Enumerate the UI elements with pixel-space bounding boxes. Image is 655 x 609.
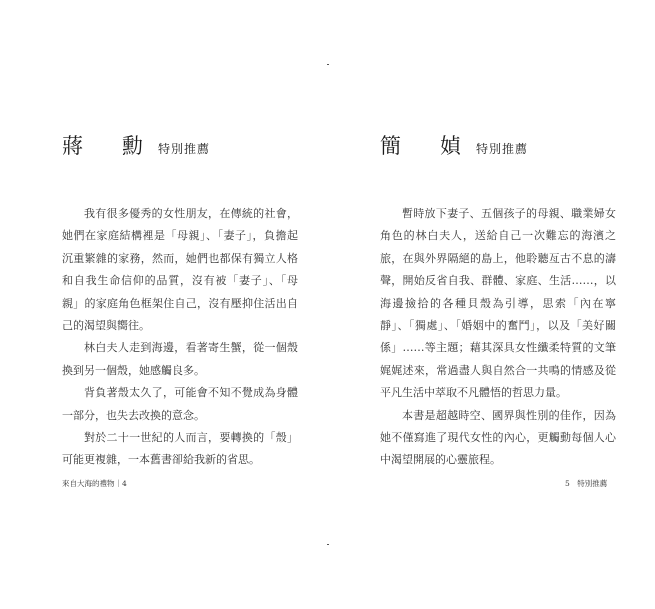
paragraph: 對於二十一世紀的人而言，要轉換的「殼」可能更複雜，一本舊書卻給我新的省思。 — [62, 431, 298, 467]
author-name: 簡 媜 — [380, 134, 470, 158]
author-name: 蔣 勳 — [62, 134, 152, 158]
left-body-text — [62, 203, 298, 472]
paragraph: 林白夫人走到海邊，看著寄生蟹，從一個殼換到另一個殼，她感觸良多。 — [62, 341, 298, 377]
right-heading — [380, 130, 528, 160]
left-footer: 來自大海的禮物｜4 — [62, 479, 127, 488]
right-body-text — [380, 203, 616, 472]
paragraph: 本書是超越時空、國界與性別的佳作，因為她不僅寫進了現代女性的內心，更觸動每個人心中渴望開展的心靈旅程。 — [380, 408, 616, 467]
paragraph: 暫時放下妻子、五個孩子的母親、職業婦女角色的林白夫人，送給自己一次難忘的海濱之旅，在與外界隔絕的島上，他聆聽亙古不息的濤聲，開始反省自我、群體、家庭、生活……，以海邊撿拾的各種貝殼為引導，思索「內在寧靜」、「獨處」、「婚姻中的奮鬥」，以及「美好關係」……等主題；藉其深具女性纖柔特質的文筆娓娓述來，常過盡人與自然合一共鳴的情感及從平凡生活中萃取不凡體悟的哲思力量。 — [380, 207, 616, 400]
right-page — [328, 0, 655, 609]
paragraph: 我有很多優秀的女性朋友，在傳統的社會，她們在家庭結構裡是「母親」、「妻子」，負擔起沉重繁雜的家務，然而，她們也都保有獨立人格和自我生命信仰的品質，沒有被「妻子」、「母親」的家庭角色框架住自己，沒有壓抑住活出自己的渴望與嚮往。 — [62, 207, 298, 333]
right-footer: 5 特別推薦 — [565, 479, 608, 488]
left-heading — [62, 130, 210, 160]
paragraph: 背負著殼太久了，可能會不知不覺成為身體一部分，也失去改換的意念。 — [62, 386, 298, 422]
author-subtitle: 特別推薦 — [158, 142, 211, 156]
left-page — [0, 0, 327, 609]
author-subtitle: 特別推薦 — [476, 142, 529, 156]
